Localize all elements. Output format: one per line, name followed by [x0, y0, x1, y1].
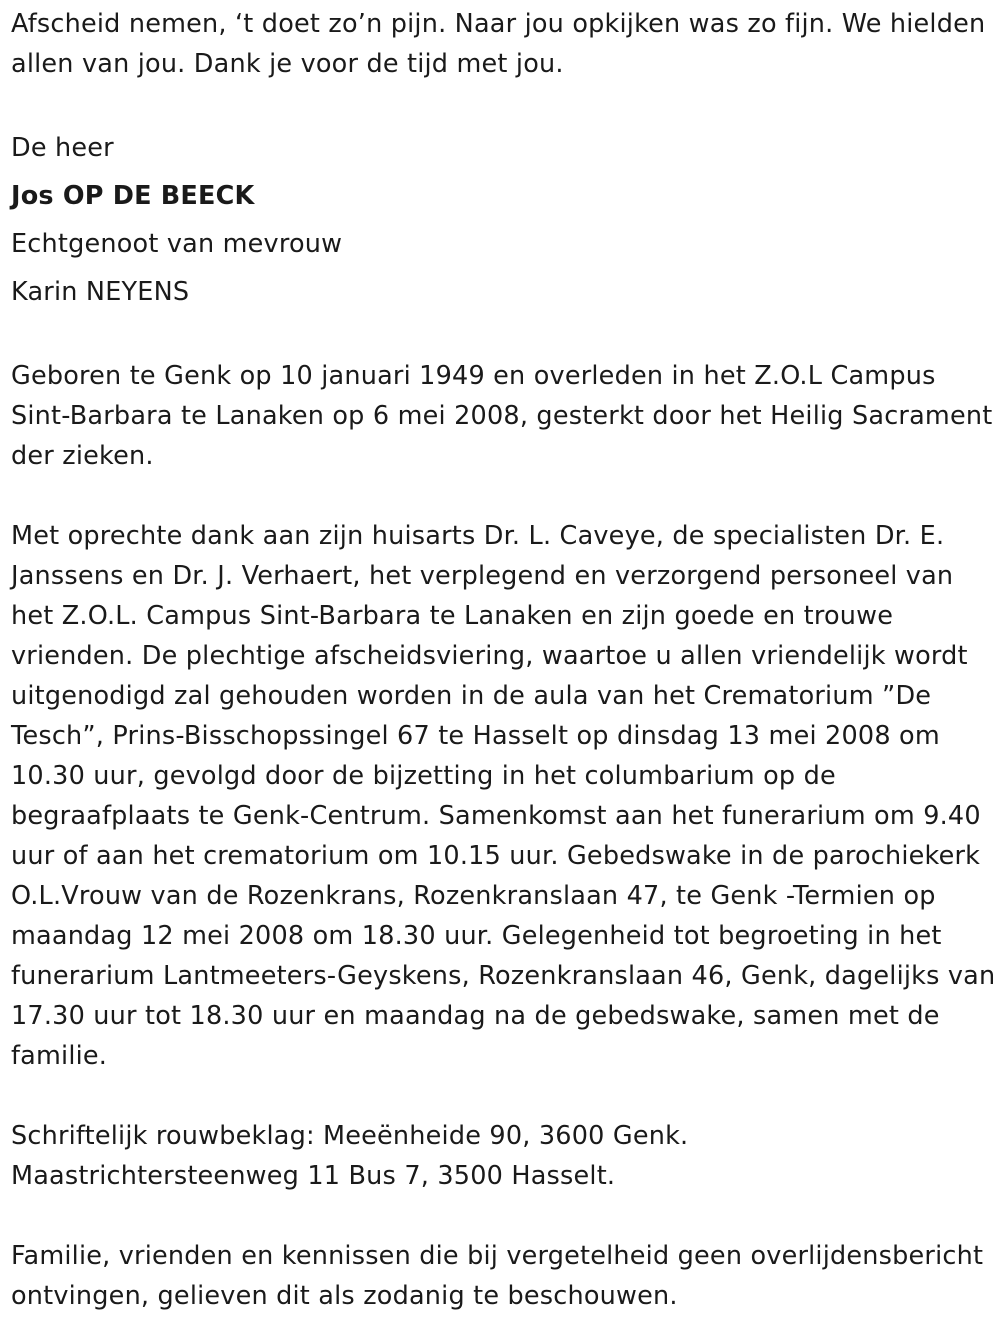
spouse-name: Karin NEYENS	[11, 277, 190, 307]
spacer	[11, 1076, 996, 1116]
salutation: De heer	[11, 133, 114, 163]
spacer	[11, 476, 996, 516]
spacer	[11, 84, 996, 124]
condolence-address-line-1: Schriftelijk rouwbeklag: Meeënheide 90, 3600 Genk.	[11, 1121, 689, 1151]
intro-poem: Afscheid nemen, ‘t doet zo’n pijn. Naar jou opkijken was zo fijn. We hielden allen van jou. Dank je voor de tijd met jou.	[11, 9, 986, 79]
obituary-document	[11, 4, 996, 1316]
deceased-name: Jos OP DE BEECK	[11, 181, 255, 211]
spacer	[11, 1196, 996, 1236]
spouse-label: Echtgenoot van mevrouw	[11, 229, 343, 259]
birth-death-paragraph: Geboren te Genk op 10 januari 1949 en overleden in het Z.O.L Campus Sint-Barbara te Lanaken op 6 mei 2008, gesterkt door het Heilig Sacrament der zieken.	[11, 361, 993, 471]
condolence-address-line-2: Maastrichtersteenweg 11 Bus 7, 3500 Hasselt.	[11, 1161, 616, 1191]
closing-paragraph: Familie, vrienden en kennissen die bij vergetelheid geen overlijdensbericht ontvingen, gelieven dit als zodanig te beschouwen.	[11, 1241, 984, 1311]
spacer	[11, 316, 996, 356]
thanks-ceremony-paragraph: Met oprechte dank aan zijn huisarts Dr. L. Caveye, de specialisten Dr. E. Janssens en Dr. J. Verhaert, het verplegend en verzorgend personeel van het Z.O.L. Campus Sint-Barbara te Lanaken en zijn goede en trouwe vrienden. De plechtige afscheidsviering, waartoe u allen vriendelijk wordt uitgenodigd zal gehouden worden in de aula van het Crematorium ”De Tesch”, Prins-Bisschopssingel 67 te Hasselt op dinsdag 13 mei 2008 om 10.30 uur, gevolgd door de bijzetting in het columbarium op de begraafplaats te Genk-Centrum. Samenkomst aan het funerarium om 9.40 uur of aan het crematorium om 10.15 uur. Gebedswake in de parochiekerk O.L.Vrouw van de Rozenkrans, Rozenkranslaan 47, te Genk -Termien op maandag 12 mei 2008 om 18.30 uur. Gelegenheid tot begroeting in het funerarium Lantmeeters-Geyskens, Rozenkranslaan 46, Genk, dagelijks van 17.30 uur tot 18.30 uur en maandag na de gebedswake, samen met de familie.	[11, 521, 996, 1071]
